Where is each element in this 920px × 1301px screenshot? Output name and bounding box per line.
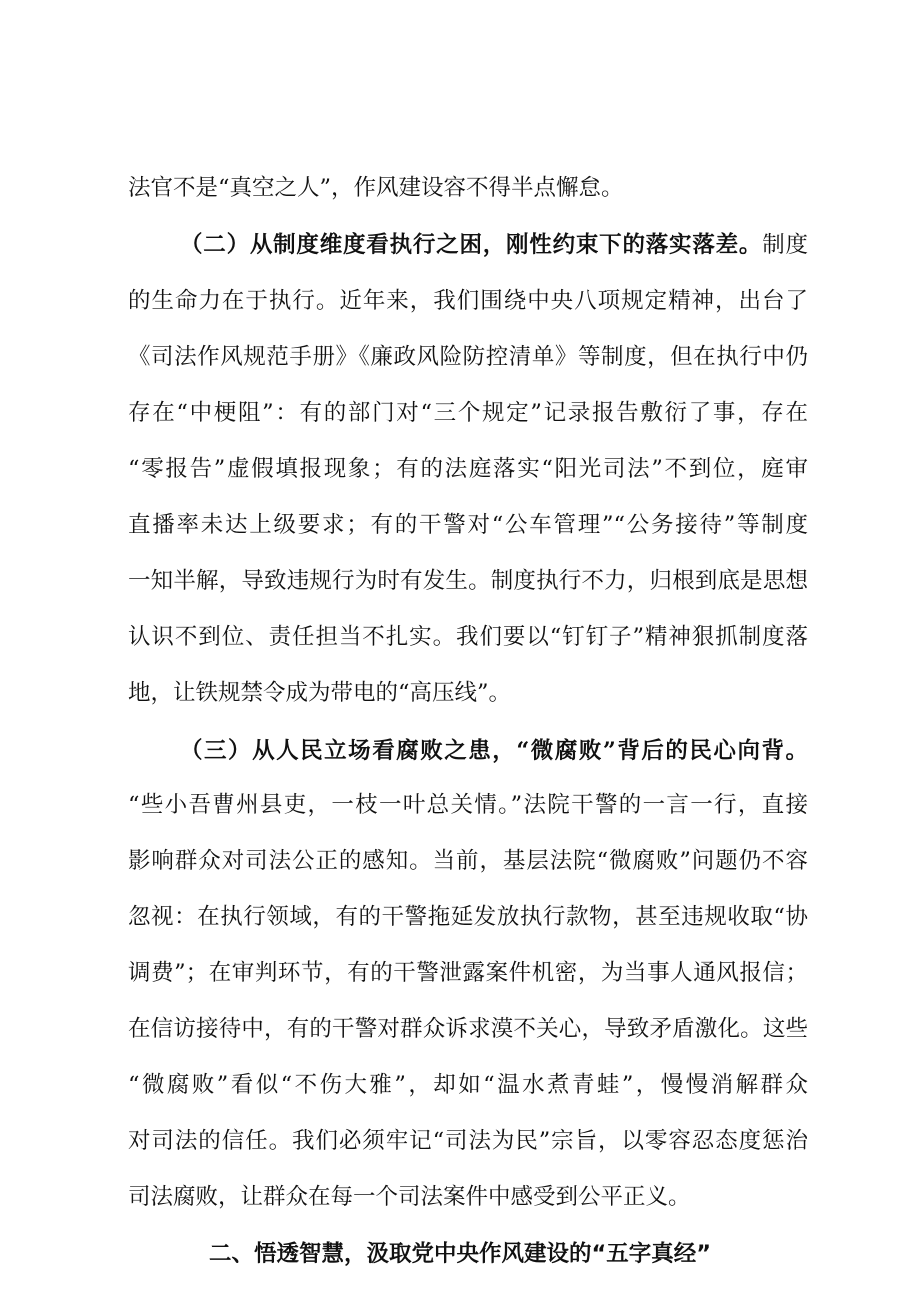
paragraph-line: 司法腐败，让群众在每一个司法案件中感受到公平正义。: [128, 1184, 691, 1210]
paragraph-line: 《司法作风规范手册》《廉政风险防控清单》等制度，但在执行中仍: [128, 344, 808, 370]
paragraph-line: 地，让铁规禁令成为带电的“高压线”。: [128, 680, 512, 706]
subsection-title: （二）从制度维度看执行之困，刚性约束下的落实落差。: [180, 232, 763, 258]
paragraph-line: “些小吾曹州县吏，一枝一叶总关情。”法院干警的一言一行，直接: [128, 792, 808, 818]
paragraph-line: “微腐败”看似“不伤大雅”，却如“温水煮青蛙”，慢慢消解群众: [128, 1072, 808, 1098]
subsection-title: （三）从人民立场看腐败之患，“微腐败”背后的民心向背。: [180, 738, 808, 764]
paragraph-line: 的生命力在于执行。近年来，我们围绕中央八项规定精神，出台了: [128, 288, 808, 314]
paragraph-line: 在信访接待中，有的干警对群众诉求漠不关心，导致矛盾激化。这些: [128, 1016, 808, 1042]
section-heading-line: [180, 234, 808, 257]
paragraph-line: “零报告”虚假填报现象；有的法庭落实“阳光司法”不到位，庭审: [128, 456, 808, 482]
paragraph-line: 调费”；在审判环节，有的干警泄露案件机密，为当事人通风报信；: [128, 960, 808, 986]
chapter-heading: 二、悟透智慧，汲取党中央作风建设的“五字真经”: [208, 1241, 712, 1267]
paragraph-line: 认识不到位、责任担当不扎实。我们要以“钉钉子”精神狠抓制度落: [128, 624, 808, 650]
paragraph-line: 对司法的信任。我们必须牢记“司法为民”宗旨，以零容忍态度惩治: [128, 1128, 808, 1154]
paragraph-line: 直播率未达上级要求；有的干警对“公车管理”“公务接待”等制度: [128, 512, 808, 538]
paragraph-line: 影响群众对司法公正的感知。当前，基层法院“微腐败”问题仍不容: [128, 848, 808, 874]
paragraph-line: 一知半解，导致违规行为时有发生。制度执行不力，归根到底是思想: [128, 568, 808, 594]
paragraph-text: 制度: [762, 232, 808, 258]
paragraph-line: 法官不是“真空之人”，作风建设容不得半点懈怠。: [128, 175, 624, 201]
paragraph-line: 忽视：在执行领域，有的干警拖延发放执行款物，甚至违规收取“协: [128, 904, 808, 930]
paragraph-line: 存在“中梗阻”：有的部门对“三个规定”记录报告敷衍了事，存在: [128, 400, 808, 426]
